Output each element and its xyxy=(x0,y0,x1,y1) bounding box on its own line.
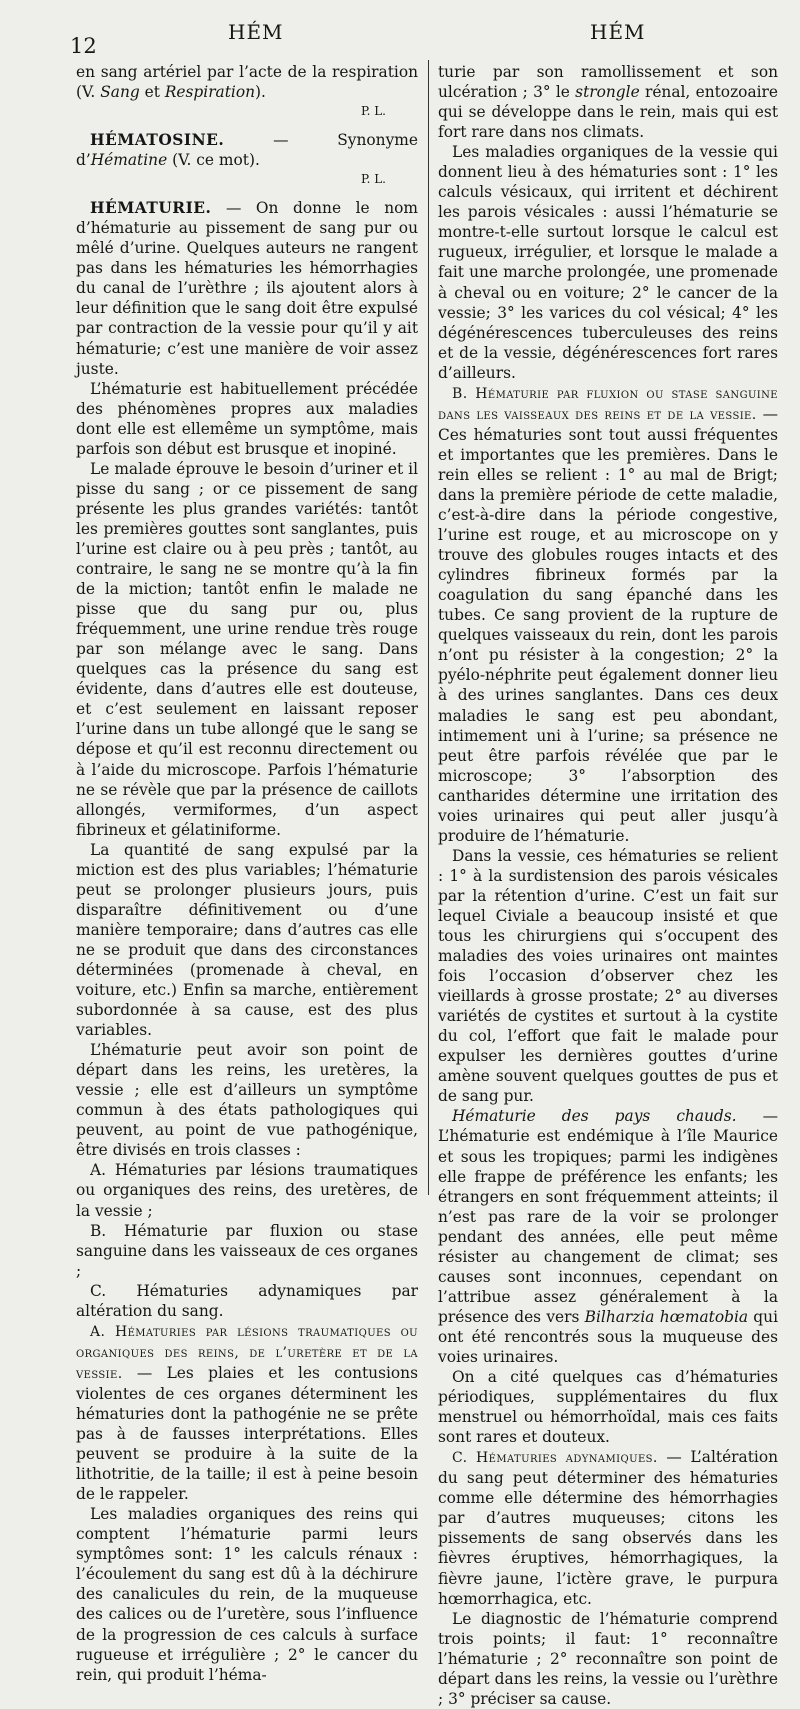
author-signature: P. L. xyxy=(360,104,386,119)
class-item-b: B. Hématurie par fluxion ou stase sanguine dans les vaisseaux de ces organes ; xyxy=(76,1221,418,1280)
subsection-pays-chauds: Hématurie des pays chauds. — L’hématurie est endémique à l’île Maurice et sous les tropiques; parmi les indigènes elle frappe de préférence les enfants; les étrangers en sont fréquemment atteints; il n’est pas rare de la voir se prolonger pendant des années, elle peut même résister au changement de climat; ses causes sont inconnues, cependant on l’attribue assez généralement à la présence des vers Bilharzia hœmatobia qui ont été rencontrés sous la muqueuse des voies urinaires. xyxy=(438,1107,778,1366)
continuation-paragraph: turie par son ramollissement et son ulcération ; 3° le strongle rénal, entozoaire qui se développe dans le rein, mais qui est fort rare dans nos climats. xyxy=(438,63,779,142)
running-head-right: HÉM xyxy=(590,20,646,44)
paragraph: Les maladies organiques de la vessie qui donnent lieu à des hématuries sont : 1° les calculs vésicaux, qui irritent et déchirent les parois vésicales : aussi l’hématurie se montre-t-elle surtout lorsque le calcul est rugueux, irrégulier, et lorsque le malade a fait une marche prolongée, une promenade à cheval ou en voiture; 2° le cancer de la vessie; 3° les varices du col vésical; 4° les dégénérescences tuberculeuses des reins et de la vessie, dégénérescences fort rares d’ailleurs. xyxy=(438,143,778,382)
paragraph: Les maladies organiques des reins qui comptent l’hématurie parmi leurs symptômes sont: 1° les calculs rénaux : l’écoulement du sang est dû à la déchirure des canalicules du rein, de la muqueuse des calices ou de l’uretère, sous l’influence de la progression de ces calculs à surface rugueuse et irrégulière ; 2° le cancer du rein, qui produit l’héma- xyxy=(76,1505,418,1684)
author-signature: P. L. xyxy=(360,172,386,187)
left-column xyxy=(76,62,418,1685)
subsection-heading: Hématurie des pays chauds. xyxy=(452,1107,737,1126)
headword: HÉMATOSINE. xyxy=(90,131,225,150)
entry-hematurie: HÉMATURIE. — On donne le nom d’hématurie au pissement de sang pur ou mêlé d’urine. Quelques auteurs ne rangent pas dans les hématuries les hémorrhagies du canal de l’urèthre ; ils ajoutent alors à leur définition que le sang doit être expulsé par contraction de la vessie pour qu’il y ait hématurie; c’est une manière de voir assez juste. xyxy=(76,199,418,378)
class-item-a: A. Hématuries par lésions traumatiques ou organiques des reins, des uretères, de la vessie ; xyxy=(76,1161,418,1220)
column-divider xyxy=(428,60,429,1195)
section-a: A. Hématuries par lésions traumatiques ou organiques des reins, de l’uretère et de la vessie. — Les plaies et les contusions violentes de ces organes déterminent les hématuries dont la pathogénie ne se prête pas à de fausses interprétations. Elles peuvent se produire à la suite de la lithotritie, de la taille; il est à peine besoin de le rappeler. xyxy=(76,1323,418,1504)
entry-hematosine: HÉMATOSINE. — Synonyme d’Hématine (V. ce mot). P. L. xyxy=(76,131,418,187)
paragraph: La quantité de sang expulsé par la miction est des plus variables; l’hématurie peut se prolonger plusieurs jours, puis disparaître définitivement ou d’une manière temporaire; dans d’autres cas elle ne se produit que dans des circonstances déterminées (promenade à cheval, en voiture, etc.) Enfin sa marche, entièrement subordonnée à sa cause, est des plus variables. xyxy=(76,840,418,1040)
right-column xyxy=(438,62,778,1709)
section-heading: A. Hématuries par lésions traumatiques ou organiques des reins, de l’uretère et de la vessie. xyxy=(76,1323,418,1382)
page-number: 12 xyxy=(70,34,97,58)
section-heading: C. Hématuries adynamiques. xyxy=(452,1450,658,1467)
paragraph: On a cité quelques cas d’hématuries périodiques, supplémentaires du flux menstruel ou hémorrhoïdal, mais ces faits sont rares et douteux. xyxy=(438,1368,778,1447)
paragraph: L’hématurie est habituellement précédée des phénomènes propres aux maladies dont elle est ellemême un symptôme, mais parfois son début est brusque et inopiné. xyxy=(76,379,418,458)
running-head-left: HÉM xyxy=(228,20,284,44)
paragraph: L’hématurie peut avoir son point de départ dans les reins, les uretères, la vessie ; elle est d’ailleurs un symptôme commun à des états pathologiques qui peuvent, au point de vue pathogénique, être divisés en trois classes : xyxy=(76,1041,418,1160)
paragraph: Le diagnostic de l’hématurie comprend trois points; il faut: 1° reconnaître l’hématurie ; 2° reconnaître son point de départ dans les reins, la vessie ou l’urèthre ; 3° préciser sa cause. xyxy=(438,1609,778,1708)
paragraph: Dans la vessie, ces hématuries se relient : 1° à la surdistension des parois vésicales par la rétention d’urine. C’est un fait sur lequel Civiale a beaucoup insisté et que tous les chirurgiens qui s’occupent des maladies des voies urinaires ont maintes fois l’occasion d’observer chez les vieillards à grosse prostate; 2° au diverses variétés de cystites et surtout à la cystite du col, l’effort que fait le malade pour expulser les dernières gouttes d’urine amène souvent quelques gouttes de pus et de sang pur. xyxy=(438,846,778,1106)
continuation-paragraph: en sang artériel par l’acte de la respiration (V. Sang et Respiration). P. L. xyxy=(76,63,418,119)
section-b: B. Hématurie par fluxion ou stase sanguine dans les vaisseaux des reins et de la vessie. — Ces hématuries sont tout aussi fréquentes et importantes que les premières. Dans le rein elles se relient : 1° au mal de Brigt; dans la première période de cette maladie, c’est-à-dire dans la période congestive, l’urine est rouge, et au microscope on y trouve des globules rouges intacts et des cylindres fibrineux formés par la coagulation du sang épanché dans les tubes. Ce sang provient de la rupture de quelques vaisseaux du rein, dont les parois n’ont pu résister à la congestion; 2° la pyélo-néphrite peut également donner lieu à des urines sanglantes. Dans ces deux maladies le sang est peu abondant, intimement uni à l’urine; sa présence ne peut être parfois révélée que par le microscope; 3° l’absorption des cantharides détermine une irritation des voies urinaires qui peut aller jusqu’à produire de l’hématurie. xyxy=(438,385,778,845)
section-c: C. Hématuries adynamiques. — L’altération du sang peut déterminer des hématuries comme elle détermine des hémorrhagies par d’autres muqueuses; citons les pissements de sang observés dans les fièvres éruptives, hémorrhagiques, la fièvre jaune, l’ictère grave, le purpura hœmorrhagica, etc. xyxy=(438,1448,778,1608)
class-item-c: C. Hématuries adynamiques par altération du sang. xyxy=(76,1281,418,1320)
headword: HÉMATURIE. xyxy=(90,199,212,218)
section-heading: B. Hématurie par fluxion ou stase sanguine dans les vaisseaux des reins et de la vessie. xyxy=(438,385,778,423)
paragraph: Le malade éprouve le besoin d’uriner et il pisse du sang ; or ce pissement de sang présente les plus grandes variétés: tantôt les premières gouttes sont sanglantes, puis l’urine est claire ou à peu près ; tantôt, au contraire, le sang ne se montre qu’à la fin de la miction; tantôt enfin le malade ne pisse que du sang pur ou, plus fréquemment, une urine rendue très rouge par son mélange avec le sang. Dans quelques cas la présence du sang est évidente, dans d’autres elle est douteuse, et c’est seulement en laissant reposer l’urine dans un tube allongé que le sang se dépose et qu’il est reconnu directement ou à l’aide du microscope. Parfois l’hématurie ne se révèle que par la présence de caillots allongés, vermiformes, d’un aspect fibrineux et gélatiniforme. xyxy=(76,459,418,839)
